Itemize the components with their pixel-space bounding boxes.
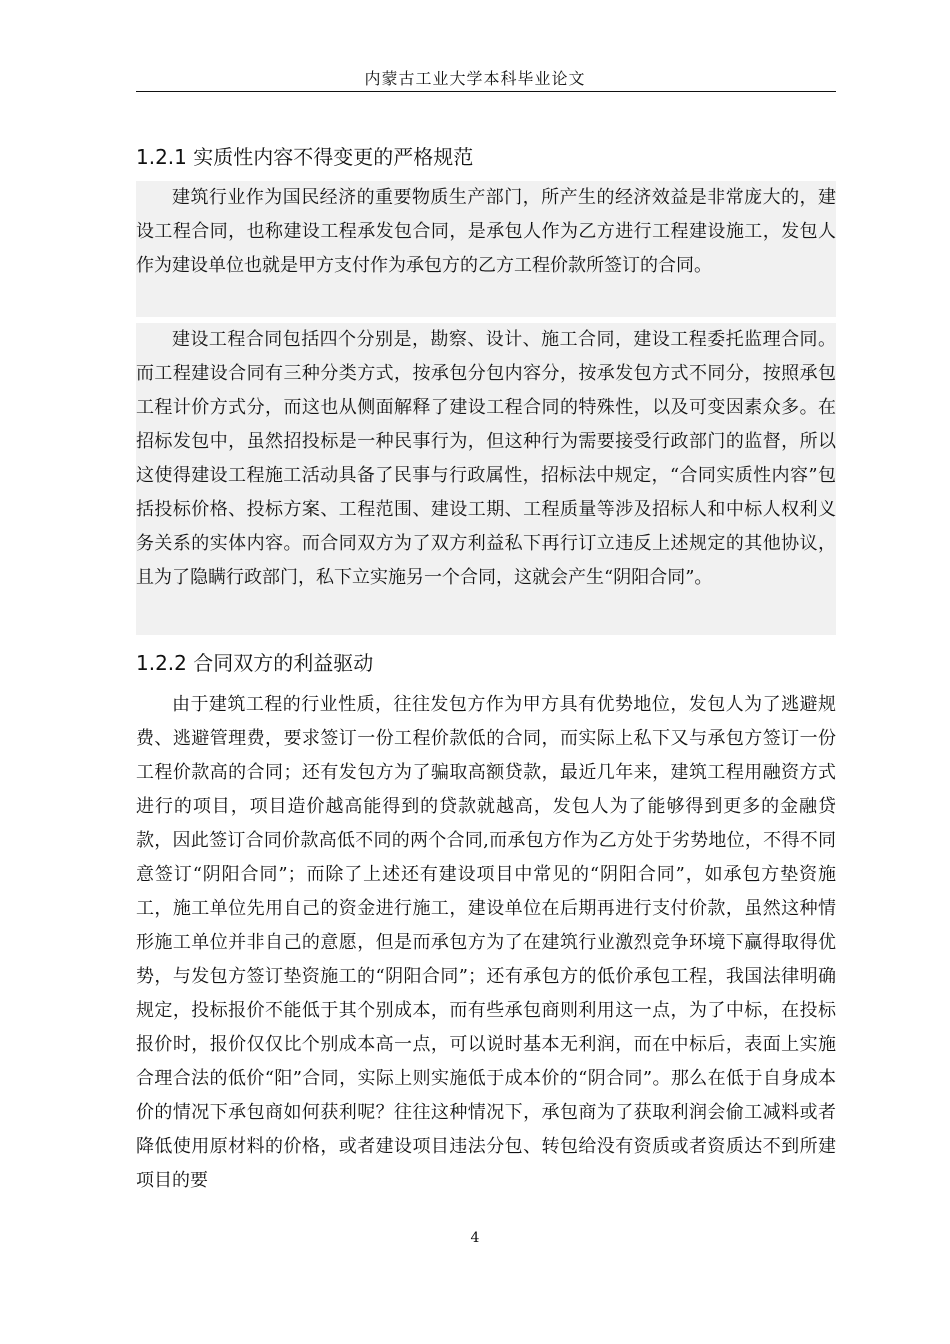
section-heading-1-2-1: 1.2.1 实质性内容不得变更的严格规范 xyxy=(136,145,474,169)
paragraph: 由于建筑工程的行业性质，往往发包方作为甲方具有优势地位，发包人为了逃避规费、逃避管理费，要求签订一份工程价款低的合同，而实际上私下又与承包方签订一份工程价款高的合同；还有发包方为了骗取高额贷款，最近几年来，建筑工程用融资方式进行的项目，项目造价越高能得到的贷款就越高，发包人为了能够得到更多的金融贷款，因此签订合同价款高低不同的两个合同,而承包方作为乙方处于劣势地位，不得不同意签订“阴阳合同”；而除了上述还有建设项目中常见的“阴阳合同”，如承包方垫资施工，施工单位先用自己的资金进行施工，建设单位在后期再进行支付价款，虽然这种情形施工单位并非自己的意愿，但是而承包方为了在建筑行业激烈竞争环境下赢得取得优势，与发包方签订垫资施工的“阴阳合同”；还有承包方的低价承包工程，我国法律明确规定，投标报价不能低于其个别成本，而有些承包商则利用这一点，为了中标，在投标报价时，报价仅仅比个别成本高一点，可以说时基本无利润，而在中标后，表面上实施合理合法的低价“阳”合同，实际上则实施低于成本价的“阴合同”。那么在低于自身成本价的情况下承包商如何获利呢？往往这种情况下，承包商为了获取利润会偷工减料或者降低使用原材料的价格，或者建设项目违法分包、转包给没有资质或者资质达不到所建项目的要 xyxy=(136,694,836,1191)
paragraph: 建设工程合同包括四个分别是，勘察、设计、施工合同，建设工程委托监理合同。而工程建设合同有三种分类方式，按承包分包内容分，按承发包方式不同分，按照承包工程计价方式分，而这也从侧面解释了建设工程合同的特殊性，以及可变因素众多。在招标发包中，虽然招投标是一种民事行为，但这种行为需要接受行政部门的监督，所以这使得建设工程施工活动具备了民事与行政属性，招标法中规定，“合同实质性内容”包括投标价格、投标方案、工程范围、建设工期、工程质量等涉及招标人和中标人权利义务关系的实体内容。而合同双方为了双方利益私下再行订立违反上述规定的其他协议，且为了隐瞒行政部门，私下立实施另一个合同，这就会产生“阴阳合同”。 xyxy=(136,323,836,635)
section-heading-1-2-2: 1.2.2 合同双方的利益驱动 xyxy=(136,651,374,675)
paragraph: 建筑行业作为国民经济的重要物质生产部门，所产生的经济效益是非常庞大的，建设工程合同，也称建设工程承发包合同，是承包人作为乙方进行工程建设施工，发包人作为建设单位也就是甲方支付作为承包方的乙方工程价款所签订的合同。 xyxy=(136,181,836,317)
running-header: 内蒙古工业大学本科毕业论文 xyxy=(364,69,586,88)
page-number: 4 xyxy=(470,1230,480,1246)
header-divider xyxy=(136,91,836,92)
